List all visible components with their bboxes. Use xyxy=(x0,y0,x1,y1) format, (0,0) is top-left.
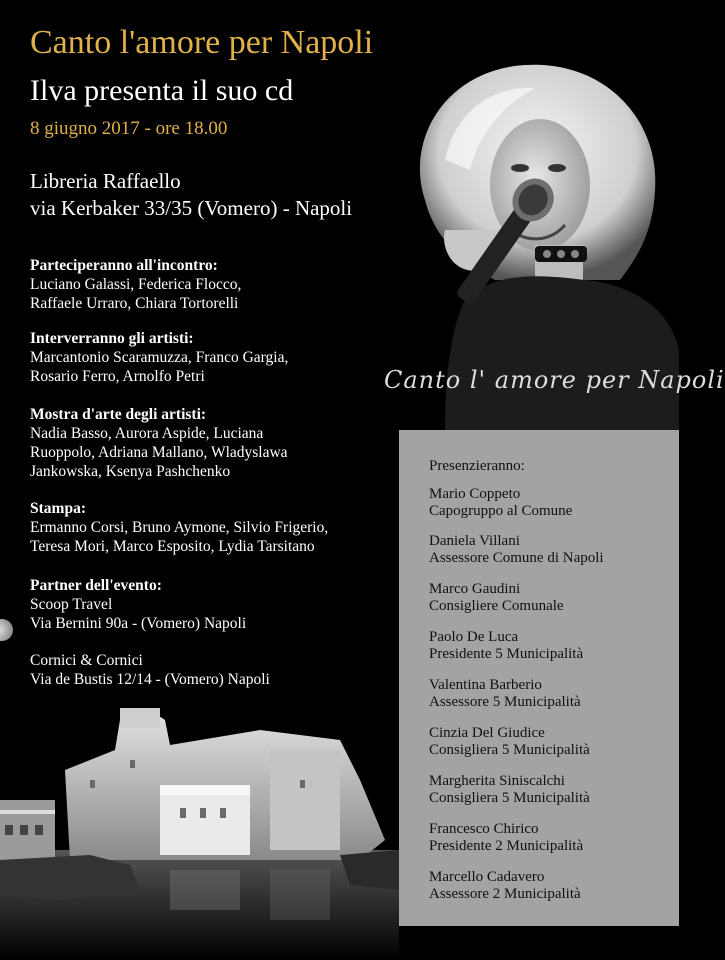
partner-address: Via de Bustis 12/14 - (Vomero) Napoli xyxy=(30,671,270,688)
guest-name: Mario Coppeto xyxy=(429,486,521,502)
guest-item xyxy=(429,821,583,855)
guest-name: Margherita Siniscalchi xyxy=(429,773,565,789)
guest-name: Francesco Chirico xyxy=(429,821,539,837)
guest-role: Assessore Comune di Napoli xyxy=(429,550,604,566)
section-press xyxy=(30,499,328,556)
guest-name: Daniela Villani xyxy=(429,533,520,549)
section-heading: Interverranno gli artisti: xyxy=(30,330,194,347)
section-line: Via Bernini 90a - (Vomero) Napoli xyxy=(30,615,247,632)
section-line: Raffaele Urraro, Chiara Tortorelli xyxy=(30,295,239,312)
guest-name: Cinzia Del Giudice xyxy=(429,725,545,741)
poster-subtitle: Ilva presenta il suo cd xyxy=(30,74,294,107)
guest-item xyxy=(429,677,581,711)
guest-role: Consigliera 5 Municipalità xyxy=(429,742,590,758)
guest-item xyxy=(429,581,564,615)
guests-panel xyxy=(399,430,679,926)
guest-role: Consigliera 5 Municipalità xyxy=(429,790,590,806)
guest-role: Assessore 5 Municipalità xyxy=(429,694,581,710)
partner-cornici xyxy=(30,651,270,689)
event-date: 8 giugno 2017 - ore 18.00 xyxy=(30,118,228,139)
section-line: Teresa Mori, Marco Esposito, Lydia Tarsitano xyxy=(30,538,315,555)
section-exhibition xyxy=(30,405,288,481)
section-heading: Partner dell'evento: xyxy=(30,577,162,594)
venue-name: Libreria Raffaello xyxy=(30,169,181,193)
guest-role: Capogruppo al Comune xyxy=(429,503,573,519)
section-partners xyxy=(30,576,246,633)
guest-role: Assessore 2 Municipalità xyxy=(429,886,581,902)
guest-item xyxy=(429,773,590,807)
guest-item xyxy=(429,725,590,759)
guest-role: Presidente 5 Municipalità xyxy=(429,646,584,662)
section-line: Jankowska, Ksenya Pashchenko xyxy=(30,463,231,480)
venue-block xyxy=(30,168,352,222)
section-participants xyxy=(30,256,241,313)
venue-address: via Kerbaker 33/35 (Vomero) - Napoli xyxy=(30,196,353,220)
partner-name: Cornici & Cornici xyxy=(30,652,143,669)
section-line: Marcantonio Scaramuzza, Franco Gargia, xyxy=(30,349,289,366)
section-line: Nadia Basso, Aurora Aspide, Luciana xyxy=(30,425,264,442)
guest-item xyxy=(429,629,583,663)
guest-name: Marcello Cadavero xyxy=(429,869,545,885)
section-line: Scoop Travel xyxy=(30,596,113,613)
guest-role: Presidente 2 Municipalità xyxy=(429,838,584,854)
guest-item xyxy=(429,533,604,567)
panel-heading: Presenzieranno: xyxy=(429,458,525,474)
section-heading: Mostra d'arte degli artisti: xyxy=(30,406,207,423)
section-line: Luciano Galassi, Federica Flocco, xyxy=(30,276,242,293)
photo-caption: Canto l' amore per Napoli xyxy=(384,366,725,394)
guest-name: Marco Gaudini xyxy=(429,581,521,597)
poster-title: Canto l'amore per Napoli xyxy=(30,24,374,61)
guest-item xyxy=(429,486,572,520)
section-line: Rosario Ferro, Arnolfo Petri xyxy=(30,368,205,385)
section-line: Ermanno Corsi, Bruno Aymone, Silvio Frigerio, xyxy=(30,519,329,536)
section-heading: Parteciperanno all'incontro: xyxy=(30,257,218,274)
guest-item xyxy=(429,869,581,903)
castle-photo xyxy=(0,690,399,960)
section-line: Ruoppolo, Adriana Mallano, Wladyslawa xyxy=(30,444,288,461)
section-artists xyxy=(30,329,288,386)
guest-name: Paolo De Luca xyxy=(429,629,519,645)
section-heading: Stampa: xyxy=(30,500,86,517)
guest-role: Consigliere Comunale xyxy=(429,598,564,614)
moon-icon xyxy=(0,618,14,642)
guest-name: Valentina Barberio xyxy=(429,677,542,693)
